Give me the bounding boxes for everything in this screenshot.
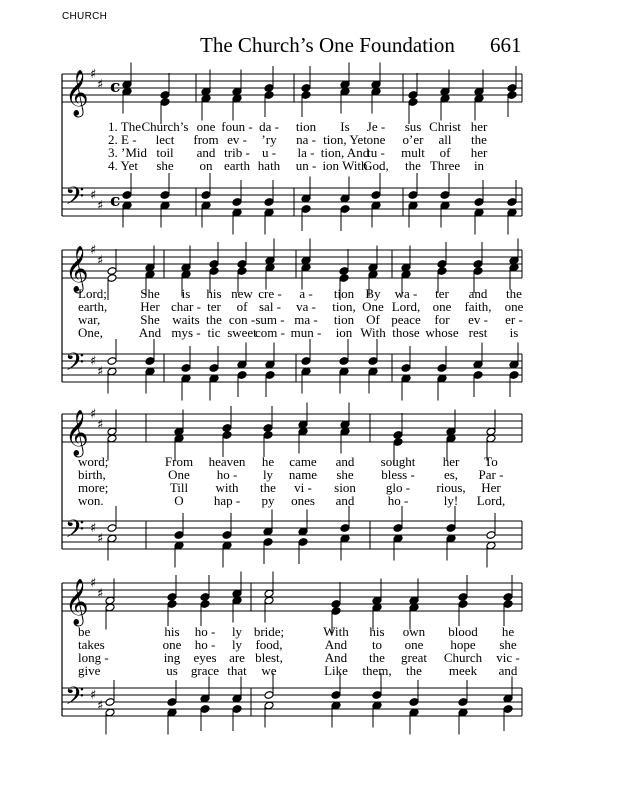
lyric-syllable: o’er	[402, 132, 424, 147]
lyric-syllable: from	[193, 132, 219, 147]
lyric-syllable: tion	[295, 119, 317, 134]
lyric-syllable: that	[227, 663, 247, 678]
lyric-syllable: ho -	[194, 624, 216, 639]
lyric-syllable: er -	[505, 312, 523, 327]
lyric-syllable: for	[434, 312, 450, 327]
lyric-syllable: sweet	[227, 325, 257, 340]
lyric-syllable: cre -	[258, 286, 282, 301]
lyric-syllable: u -	[261, 145, 277, 160]
lyric-syllable: Lord,	[391, 299, 421, 314]
lyric-syllable: peace	[391, 312, 421, 327]
lyric-syllable: eyes	[193, 650, 217, 665]
lyric-syllable: Is	[340, 119, 350, 134]
lyric-syllable: a -	[299, 286, 313, 301]
lyric-syllable: tu -	[367, 145, 385, 160]
lyric-syllable: of	[439, 145, 451, 160]
sharp-icon: ♯	[97, 586, 104, 602]
lyric-syllable: one	[504, 299, 524, 314]
lyric-syllable: Church	[443, 650, 483, 665]
lyric-syllable: meek	[448, 663, 478, 678]
lyric-syllable: lect	[155, 132, 175, 147]
lyric-syllable: to	[371, 637, 383, 652]
lyric-syllable: blood	[448, 624, 478, 639]
lyric-syllable: ly	[231, 624, 243, 639]
lyric-syllable: ion	[335, 325, 353, 340]
lyric-syllable: One	[362, 299, 384, 314]
lyric-syllable: sum -	[255, 312, 285, 327]
lyric-syllable: his	[164, 624, 180, 639]
lyric-syllable: he	[501, 624, 515, 639]
lyric-syllable: all	[438, 132, 452, 147]
bass-clef-icon: 𝄢	[65, 515, 85, 550]
lyric-syllable: And	[324, 650, 348, 665]
lyric-syllable: la -	[297, 145, 315, 160]
lyric-syllable: She	[140, 312, 160, 327]
lyric-syllable: She	[140, 286, 160, 301]
lyric-syllable: won.	[78, 493, 104, 508]
lyric-syllable: One,	[78, 325, 103, 340]
lyric-syllable: sion	[334, 480, 356, 495]
lyric-syllable: the	[260, 480, 276, 495]
lyric-syllable: From	[164, 454, 194, 469]
sharp-icon: ♯	[90, 67, 97, 82]
sharp-icon: ♯	[97, 417, 104, 433]
lyric-syllable: be	[78, 624, 91, 639]
sharp-icon: ♯	[90, 521, 97, 536]
lyric-syllable: we	[261, 663, 277, 678]
lyric-syllable: Je -	[366, 119, 386, 134]
lyric-syllable: war,	[78, 312, 101, 327]
lyric-syllable: rious,	[436, 480, 466, 495]
lyric-syllable: great	[401, 650, 427, 665]
sharp-icon: ♯	[97, 198, 104, 214]
lyric-syllable: and	[335, 454, 355, 469]
lyric-syllable: the	[206, 312, 222, 327]
lyric-syllable: and	[498, 663, 518, 678]
lyric-syllable: One	[168, 467, 190, 482]
lyric-syllable: own	[402, 624, 426, 639]
lyric-syllable: mun -	[290, 325, 322, 340]
lyric-syllable: char -	[171, 299, 201, 314]
lyric-syllable: she	[156, 158, 174, 173]
lyric-syllable: ter	[435, 286, 449, 301]
lyric-syllable: sal -	[258, 299, 282, 314]
lyric-syllable: con -	[228, 312, 256, 327]
lyric-syllable: Her	[481, 480, 501, 495]
sharp-icon: ♯	[97, 364, 104, 380]
lyric-syllable: And	[138, 325, 162, 340]
lyric-syllable: tion, Yet	[323, 132, 367, 147]
lyric-syllable: on	[199, 158, 213, 173]
lyric-syllable: the	[405, 158, 421, 173]
lyric-syllable: are	[229, 650, 245, 665]
lyric-syllable: in	[473, 158, 485, 173]
lyric-syllable: bless -	[381, 467, 415, 482]
lyric-syllable: 2. E -	[108, 132, 137, 147]
lyric-syllable: 4. Yet	[108, 158, 138, 173]
lyric-syllable: and	[196, 145, 216, 160]
section-header: CHURCH	[62, 11, 108, 22]
lyric-syllable: with	[215, 480, 239, 495]
common-time-icon: c	[110, 191, 121, 212]
lyric-syllable: With	[360, 325, 386, 340]
lyric-syllable: the	[406, 663, 422, 678]
treble-clef-icon: 𝄞	[65, 70, 89, 116]
lyric-syllable: the	[369, 650, 385, 665]
lyric-syllable: sus	[404, 119, 422, 134]
sharp-icon: ♯	[90, 407, 97, 422]
lyric-syllable: va -	[296, 299, 316, 314]
lyric-syllable: mult	[401, 145, 425, 160]
lyric-syllable: is	[181, 286, 191, 301]
lyric-syllable: her	[470, 145, 488, 160]
lyric-syllable: ing	[163, 650, 181, 665]
lyric-syllable: she	[336, 467, 354, 482]
hymn-title: The Church’s One Foundation	[200, 33, 455, 57]
lyric-syllable: he	[261, 454, 275, 469]
lyric-syllable: To	[484, 454, 498, 469]
lyric-syllable: trib -	[224, 145, 250, 160]
lyric-syllable: one	[432, 299, 452, 314]
lyric-syllable: grace	[190, 663, 220, 678]
lyric-syllable: ones	[291, 493, 315, 508]
lyric-syllable: those	[392, 325, 420, 340]
lyric-syllable: ev -	[468, 312, 488, 327]
sharp-icon: ♯	[90, 188, 97, 203]
lyric-syllable: O	[174, 493, 184, 508]
lyric-syllable: them,	[362, 663, 392, 678]
sharp-icon: ♯	[97, 253, 104, 269]
lyric-syllable: birth,	[78, 467, 106, 482]
lyric-syllable: bride;	[253, 624, 285, 639]
lyric-syllable: food,	[255, 637, 283, 652]
lyric-syllable: ion With	[322, 158, 368, 173]
lyric-syllable: Lord,	[476, 493, 506, 508]
lyric-syllable: new	[231, 286, 253, 301]
lyric-syllable: foun -	[221, 119, 253, 134]
lyric-syllable: un -	[295, 158, 317, 173]
lyric-syllable: the	[506, 286, 522, 301]
lyric-syllable: one	[162, 637, 182, 652]
lyric-syllable: God,	[363, 158, 389, 173]
lyric-syllable: Like	[324, 663, 348, 678]
lyric-syllable: hope	[450, 637, 476, 652]
lyric-syllable: By	[365, 286, 381, 301]
lyric-syllable: and	[335, 493, 355, 508]
lyric-syllable: tion, And	[320, 145, 370, 160]
lyric-syllable: whose	[425, 325, 459, 340]
lyric-syllable: com -	[255, 325, 285, 340]
sharp-icon: ♯	[97, 531, 104, 547]
lyric-syllable: vic -	[496, 650, 520, 665]
sharp-icon: ♯	[90, 243, 97, 258]
lyric-syllable: long -	[78, 650, 109, 665]
lyric-syllable: she	[499, 637, 517, 652]
lyric-syllable: us	[166, 663, 178, 678]
lyric-syllable: ma -	[294, 312, 318, 327]
hymn-number: 661	[490, 33, 522, 57]
lyric-syllable: toil	[156, 145, 174, 160]
sharp-icon: ♯	[90, 688, 97, 703]
lyric-syllable: sought	[380, 454, 416, 469]
lyric-syllable: ho -	[194, 637, 216, 652]
treble-clef-icon: 𝄞	[65, 246, 89, 292]
lyric-syllable: and	[468, 286, 488, 301]
lyric-syllable: Her	[140, 299, 160, 314]
lyric-syllable: na -	[296, 132, 316, 147]
lyric-syllable: heaven	[208, 454, 246, 469]
lyric-syllable: And	[324, 637, 348, 652]
lyric-syllable: wa -	[394, 286, 418, 301]
lyric-syllable: faith,	[464, 299, 492, 314]
treble-clef-icon: 𝄞	[65, 410, 89, 456]
lyric-syllable: ho -	[216, 467, 238, 482]
lyric-syllable: tion	[333, 286, 355, 301]
lyric-syllable: is	[509, 325, 519, 340]
lyric-syllable: Par -	[478, 467, 504, 482]
lyric-syllable: 1. The	[108, 119, 141, 134]
lyric-syllable: earth,	[78, 299, 108, 314]
lyric-syllable: tion	[333, 312, 355, 327]
sharp-icon: ♯	[90, 354, 97, 369]
lyric-syllable: ev -	[227, 132, 247, 147]
lyric-syllable: rest	[468, 325, 488, 340]
lyric-syllable: Lord;	[78, 286, 107, 301]
lyric-syllable: the	[471, 132, 487, 147]
lyric-syllable: es,	[443, 467, 459, 482]
lyric-syllable: takes	[78, 637, 105, 652]
lyric-syllable: Three	[429, 158, 461, 173]
lyric-syllable: ’ry	[261, 132, 277, 147]
lyric-syllable: one	[404, 637, 424, 652]
lyric-syllable: her	[470, 119, 488, 134]
bass-clef-icon: 𝄢	[65, 182, 85, 217]
lyric-syllable: ho -	[387, 493, 409, 508]
lyric-syllable: ly!	[443, 493, 459, 508]
lyric-syllable: py	[261, 493, 275, 508]
sharp-icon: ♯	[97, 77, 104, 93]
lyric-syllable: blest,	[255, 650, 283, 665]
common-time-icon: c	[110, 77, 121, 98]
lyric-syllable: her	[442, 454, 460, 469]
lyric-syllable: vi -	[294, 480, 312, 495]
lyric-syllable: ly	[231, 637, 243, 652]
lyric-syllable: 3. ’Mid	[108, 145, 147, 160]
bass-clef-icon: 𝄢	[65, 348, 85, 383]
lyric-syllable: his	[369, 624, 385, 639]
lyric-syllable: hath	[257, 158, 281, 173]
lyric-syllable: Church’s	[141, 119, 189, 134]
sharp-icon: ♯	[97, 698, 104, 714]
bass-clef-icon: 𝄢	[65, 682, 85, 717]
lyric-syllable: tic	[207, 325, 221, 340]
lyric-syllable: Till	[169, 480, 189, 495]
lyric-syllable: word;	[78, 454, 109, 469]
lyric-syllable: of	[236, 299, 248, 314]
lyric-syllable: more;	[78, 480, 109, 495]
lyric-syllable: With	[323, 624, 349, 639]
lyric-syllable: came	[289, 454, 317, 469]
lyric-syllable: mys -	[171, 325, 201, 340]
lyric-syllable: Christ	[429, 119, 461, 134]
lyric-syllable: waits	[172, 312, 200, 327]
treble-clef-icon: 𝄞	[65, 579, 89, 625]
lyric-syllable: one	[366, 132, 386, 147]
sharp-icon: ♯	[90, 576, 97, 591]
lyric-syllable: ter	[207, 299, 221, 314]
lyric-syllable: da -	[259, 119, 279, 134]
lyric-syllable: Of	[366, 312, 380, 327]
lyric-syllable: ly	[262, 467, 274, 482]
lyric-syllable: one	[196, 119, 216, 134]
lyric-syllable: hap -	[213, 493, 241, 508]
lyric-syllable: his	[206, 286, 222, 301]
lyric-syllable: earth	[224, 158, 250, 173]
lyric-syllable: tion,	[332, 299, 356, 314]
lyric-syllable: name	[288, 467, 318, 482]
lyric-syllable: give	[78, 663, 101, 678]
lyric-syllable: glo -	[385, 480, 411, 495]
